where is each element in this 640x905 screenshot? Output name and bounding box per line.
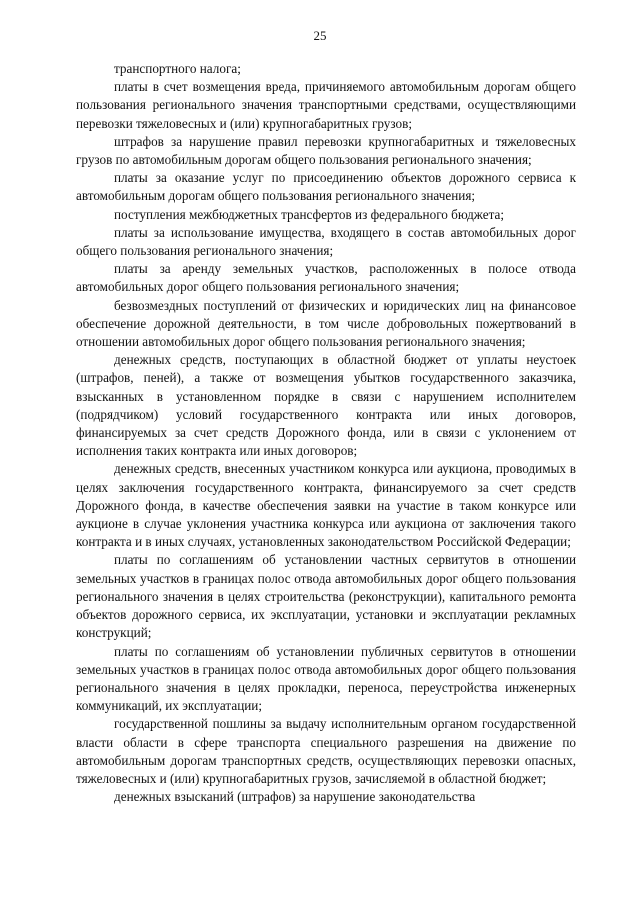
paragraph-3: штрафов за нарушение правил перевозки крупногабаритных и тяжеловесных грузов по автомобильным дорогам общего пользования регионального значения; [76,133,576,168]
paragraph-11: платы по соглашениям об установлении частных сервитутов в отношении земельных участков в границах полос отвода автомобильных дорог общего пользования регионального значения в целях строительства (реконструкции), капитального ремонта объектов дорожного сервиса, их эксплуатации, установки и эксплуатации рекламных конструкций; [76,552,576,641]
paragraph-10: денежных средств, внесенных участником конкурса или аукциона, проводимых в целях заключения государственного контракта, финансируемого за счет средств Дорожного фонда, в качестве обеспечения заявки на участие в таком конкурсе или аукционе в случае уклонения участника конкурса или аукциона от заключения такого контракта и в иных случаях, установленных законодательством Российской Федерации; [76,461,576,550]
paragraph-6: платы за использование имущества, входящего в состав автомобильных дорог общего пользования регионального значения; [76,224,576,259]
paragraph-8: безвозмездных поступлений от физических и юридических лиц на финансовое обеспечение дорожной деятельности, в том числе добровольных пожертвований в отношении автомобильных дорог общего пользования регионального значения; [76,297,576,350]
paragraph-4: платы за оказание услуг по присоединению объектов дорожного сервиса к автомобильным дорогам общего пользования регионального значения; [76,170,576,204]
document-body [76,60,576,806]
paragraph-5: поступления межбюджетных трансфертов из федерального бюджета; [114,206,505,222]
paragraph-2: платы в счет возмещения вреда, причиняемого автомобильным дорогам общего пользования регионального значения транспортными средствами, осуществляющими перевозки тяжеловесных и (или) крупногабаритных грузов; [76,79,576,131]
paragraph-12: платы по соглашениям об установлении публичных сервитутов в отношении земельных участков в границах полос отвода автомобильных дорог общего пользования регионального значения в целях прокладки, переноса, переустройства инженерных коммуникаций, их эксплуатации; [76,643,576,714]
paragraph-13: государственной пошлины за выдачу исполнительным органом государственной власти области в сфере транспорта специального разрешения на движение по автомобильным дорогам транспортных средств, осуществляющих перевозки опасных, тяжеловесных и (или) крупногабаритных грузов, зачисляемой в областной бюджет; [76,716,576,786]
page-number: 25 [313,28,327,43]
paragraph-1: транспортного налога; [114,61,241,76]
paragraph-14: денежных взысканий (штрафов) за нарушение законодательства [114,789,476,805]
paragraph-7: платы за аренду земельных участков, расположенных в полосе отвода автомобильных дорог общего пользования регионального значения; [76,261,576,295]
paragraph-9: денежных средств, поступающих в областной бюджет от уплаты неустоек (штрафов, пеней), а также от возмещения убытков государственного заказчика, взысканных в установленном порядке в связи с нарушением исполнителем (подрядчиком) условий государственного контракта или иных договоров, финансируемых за счет средств Дорожного фонда, или в связи с уклонением от исполнения таких контракта или иных договоров; [76,352,576,459]
